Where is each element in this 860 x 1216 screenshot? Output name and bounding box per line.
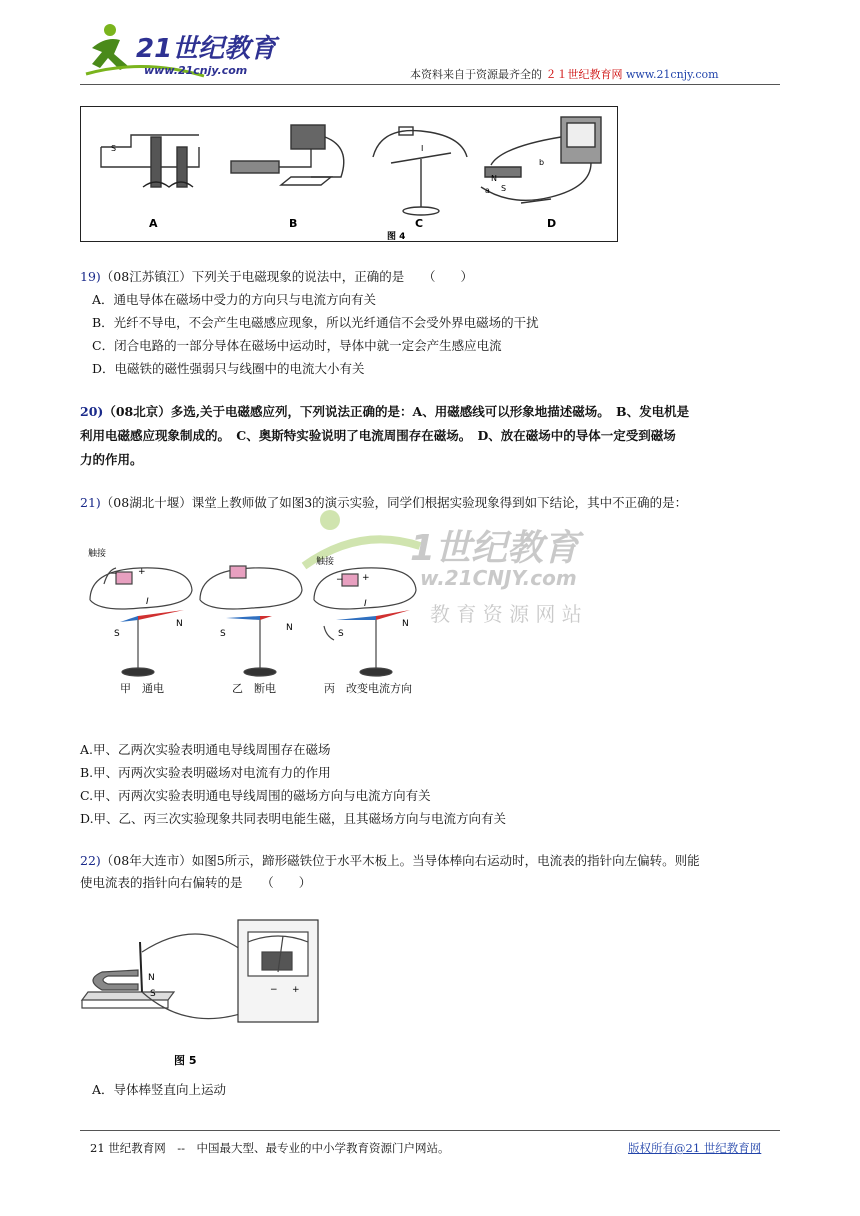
question-text: （08江苏镇江）下列关于电磁现象的说法中，正确的是 （ ） <box>100 269 473 284</box>
north-label: N <box>148 973 155 983</box>
question-number: 19) <box>80 269 101 284</box>
question-text-line: （08北京）多选,关于电磁感应列，下列说法正确的是：A、用磁感线可以形象地描述磁场。 B、发电机是 <box>103 404 690 419</box>
figure-5-caption: 图 5 <box>174 1054 197 1067</box>
question-text-line: 使电流表的指针向右偏转的是 （ ） <box>80 875 312 890</box>
option: B．光纤不导电，不会产生电磁感应现象，所以光纤通信不会受外界电磁场的干扰 <box>92 315 539 330</box>
question-text-line: 力的作用。 <box>80 452 143 467</box>
figure-4-caption: 图 4 <box>387 232 406 241</box>
logo-text: 21世纪教育 <box>136 34 277 64</box>
mark-s-d: S <box>501 184 507 193</box>
minus-label: − <box>270 985 278 995</box>
question-number: 22) <box>80 853 101 868</box>
south-label: S <box>338 629 344 639</box>
question-20 <box>80 400 689 424</box>
south-label: S <box>114 629 120 639</box>
question-text-line: （08年大连市）如图5所示，蹄形磁铁位于水平木板上。当导体棒向右运动时，电流表的指针向左偏转。则能 <box>100 853 700 868</box>
label-a: A <box>149 217 158 230</box>
footer-divider <box>80 1130 780 1131</box>
site-logo <box>84 18 284 82</box>
south-label: S <box>220 629 226 639</box>
current-label: I <box>146 597 149 607</box>
south-label: S <box>150 989 156 999</box>
source-site[interactable]: ２１世纪教育网 <box>545 68 623 81</box>
option: D．电磁铁的磁性强弱只与线圈中的电流大小有关 <box>92 361 365 376</box>
option: C．闭合电路的一部分导体在磁场中运动时，导体中就一定会产生感应电流 <box>92 338 502 353</box>
logo-url: www.21cnjy.com <box>144 64 248 77</box>
option: D.甲、乙、丙三次实验现象共同表明电能生磁，且其磁场方向与电流方向有关 <box>80 811 507 826</box>
figure-4 <box>80 106 618 242</box>
label-d: D <box>547 217 557 230</box>
minus-label: − <box>110 569 118 579</box>
minus-label: − <box>336 575 344 585</box>
option: A.甲、乙两次实验表明通电导线周围存在磁场 <box>80 742 331 757</box>
current-label: I <box>364 599 367 609</box>
question-number: 21) <box>80 495 101 510</box>
mark-i: I <box>421 144 424 153</box>
watermark-url: w.21CNJY.com <box>420 566 577 590</box>
oersted-experiment-diagram <box>80 540 420 700</box>
question-22 <box>80 850 700 872</box>
option: A．导体棒竖直向上运动 <box>92 1082 227 1097</box>
figure-caption: 丙 改变电流方向 <box>324 682 412 695</box>
mark-b: b <box>539 158 545 167</box>
question-19 <box>80 266 473 288</box>
option: B.甲、丙两次实验表明磁场对电流有力的作用 <box>80 765 331 780</box>
figure-caption: 乙 断电 <box>232 682 276 695</box>
mark-s: S <box>111 144 117 153</box>
touch-label: 触接 <box>316 557 335 567</box>
plus-label: + <box>292 985 300 995</box>
header-divider <box>80 84 780 85</box>
copyright-link[interactable]: 版权所有@21 世纪教育网 <box>628 1141 762 1155</box>
question-number: 20) <box>80 404 104 419</box>
figure-caption: 甲 通电 <box>120 682 164 695</box>
plus-label: + <box>138 567 146 577</box>
question-text-line: 利用电磁感应现象制成的。 C、奥斯特实验说明了电流周围存在磁场。 D、放在磁场中的导体一定受到磁场 <box>80 428 676 443</box>
figure-5 <box>78 912 328 1072</box>
touch-label: 触接 <box>88 549 107 559</box>
option: A．通电导体在磁场中受力的方向只与电流方向有关 <box>92 292 377 307</box>
watermark-tagline: 教 育 资 源 网 站 <box>430 602 582 626</box>
horseshoe-magnet-diagram <box>78 912 328 1072</box>
figure-4-diagram <box>81 107 617 241</box>
mark-n: N <box>491 174 497 183</box>
mark-a: a <box>485 186 490 195</box>
label-b: B <box>289 217 298 230</box>
option: C.甲、丙两次实验表明通电导线周围的磁场方向与电流方向有关 <box>80 788 431 803</box>
figure-3 <box>80 540 420 700</box>
source-url[interactable]: www.21cnjy.com <box>626 68 719 81</box>
source-line: 本资料来自于资源最齐全的 ２１世纪教育网 www.21cnjy.com <box>410 68 719 81</box>
question-text: （08湖北十堰）课堂上教师做了如图3的演示实验，同学们根据实验现象得到如下结论，其中不正确的是： <box>100 495 688 510</box>
label-c: C <box>415 217 424 230</box>
north-label: N <box>176 619 183 629</box>
watermark-brand: 1世纪教育 <box>410 528 580 569</box>
footer-text: 21 世纪教育网 -- 中国最大型、最专业的中小学教育资源门户网站。 <box>90 1141 450 1155</box>
plus-label: + <box>362 573 370 583</box>
north-label: N <box>286 623 293 633</box>
north-label: N <box>402 619 409 629</box>
